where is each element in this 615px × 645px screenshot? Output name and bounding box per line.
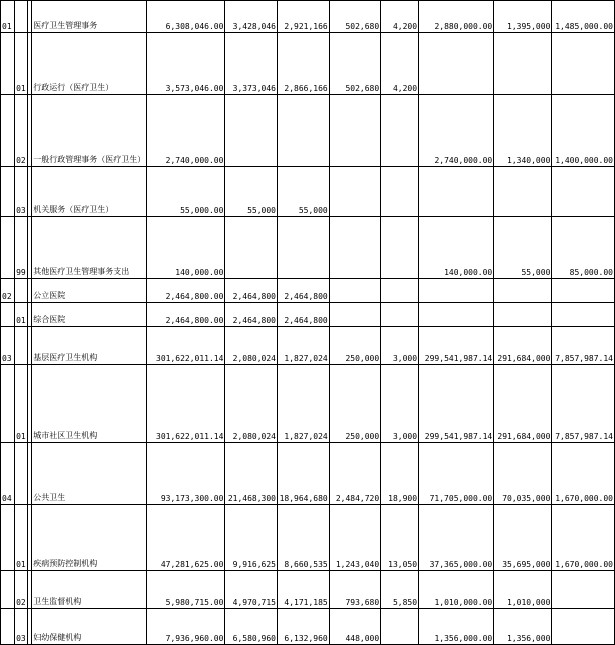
project-total-cell: 71,705,000.00: [419, 443, 494, 505]
code-cell: [1, 33, 15, 95]
other-basic-cell: [381, 167, 419, 217]
item-name-cell: 公立医院: [32, 279, 147, 303]
project-total-cell: 140,000.00: [419, 217, 494, 279]
public-cell: [329, 167, 380, 217]
public-cell: 1,243,040: [329, 505, 380, 571]
project-total-cell: [419, 33, 494, 95]
code-cell: 01: [15, 303, 28, 327]
other-basic-cell: 3,000: [381, 327, 419, 365]
code-cell: [1, 505, 15, 571]
basic-total-cell: 21,468,300: [225, 443, 278, 505]
project-total-cell: 1,010,000.00: [419, 571, 494, 609]
item-name-cell: 一般行政管理事务（医疗卫生）: [32, 95, 147, 167]
project-total-cell: [419, 167, 494, 217]
personnel-cell: 2,464,800: [277, 279, 329, 303]
project-b-cell: [552, 33, 615, 95]
total-cell: 47,281,625.00: [147, 505, 225, 571]
code-cell: [1, 571, 15, 609]
item-name-cell: 行政运行（医疗卫生）: [32, 33, 147, 95]
code-cell: [1, 365, 15, 443]
public-cell: 793,680: [329, 571, 380, 609]
code-cell: [1, 609, 15, 645]
total-cell: 2,464,800.00: [147, 279, 225, 303]
total-cell: 140,000.00: [147, 217, 225, 279]
public-cell: [329, 95, 380, 167]
project-a-cell: 35,695,000: [494, 505, 552, 571]
project-b-cell: [552, 279, 615, 303]
table-row: [1, 609, 615, 645]
public-cell: 2,484,720: [329, 443, 380, 505]
personnel-cell: [277, 95, 329, 167]
project-total-cell: [419, 303, 494, 327]
project-a-cell: 1,340,000: [494, 95, 552, 167]
table-row: [1, 33, 615, 95]
total-cell: 301,622,011.14: [147, 365, 225, 443]
table-row: [1, 505, 615, 571]
code-cell: 03: [15, 167, 28, 217]
code-cell: 01: [1, 1, 15, 33]
item-name-cell: 基层医疗卫生机构: [32, 327, 147, 365]
code-cell: 01: [15, 365, 28, 443]
total-cell: 55,000.00: [147, 167, 225, 217]
basic-total-cell: 2,464,800: [225, 279, 278, 303]
item-name-cell: 城市社区卫生机构: [32, 365, 147, 443]
personnel-cell: 55,000: [277, 167, 329, 217]
other-basic-cell: 4,200: [381, 1, 419, 33]
basic-total-cell: 4,970,715: [225, 571, 278, 609]
public-cell: 250,000: [329, 327, 380, 365]
project-a-cell: 1,395,000: [494, 1, 552, 33]
other-basic-cell: [381, 95, 419, 167]
code-cell: [15, 1, 28, 33]
basic-total-cell: 55,000: [225, 167, 278, 217]
item-name-cell: 综合医院: [32, 303, 147, 327]
basic-total-cell: 3,373,046: [225, 33, 278, 95]
personnel-cell: 4,171,185: [277, 571, 329, 609]
project-a-cell: 1,010,000: [494, 571, 552, 609]
item-name-cell: 机关服务（医疗卫生）: [32, 167, 147, 217]
project-a-cell: [494, 33, 552, 95]
personnel-cell: 2,921,166: [277, 1, 329, 33]
item-name-cell: 卫生监督机构: [32, 571, 147, 609]
table-row: [1, 571, 615, 609]
personnel-cell: 18,964,680: [277, 443, 329, 505]
project-b-cell: [552, 303, 615, 327]
public-cell: [329, 303, 380, 327]
code-cell: 03: [1, 327, 15, 365]
basic-total-cell: 3,428,046: [225, 1, 278, 33]
table-row: [1, 1, 615, 33]
public-cell: [329, 217, 380, 279]
item-name-cell: 疾病预防控制机构: [32, 505, 147, 571]
total-cell: 6,308,046.00: [147, 1, 225, 33]
public-cell: 502,680: [329, 33, 380, 95]
code-cell: 02: [15, 571, 28, 609]
code-cell: 02: [15, 95, 28, 167]
personnel-cell: 2,866,166: [277, 33, 329, 95]
item-name-cell: 妇幼保健机构: [32, 609, 147, 645]
basic-total-cell: 2,464,800: [225, 303, 278, 327]
basic-total-cell: 9,916,625: [225, 505, 278, 571]
project-a-cell: 70,035,000: [494, 443, 552, 505]
other-basic-cell: 5,850: [381, 571, 419, 609]
other-basic-cell: 13,050: [381, 505, 419, 571]
basic-total-cell: [225, 217, 278, 279]
project-a-cell: 291,684,000: [494, 365, 552, 443]
code-cell: 04: [1, 443, 15, 505]
project-b-cell: 1,670,000.00: [552, 443, 615, 505]
table-row: [1, 443, 615, 505]
code-cell: [1, 95, 15, 167]
project-b-cell: [552, 609, 615, 645]
public-cell: 502,680: [329, 1, 380, 33]
other-basic-cell: 3,000: [381, 365, 419, 443]
project-total-cell: 2,740,000.00: [419, 95, 494, 167]
project-a-cell: [494, 279, 552, 303]
public-cell: 448,000: [329, 609, 380, 645]
total-cell: 3,573,046.00: [147, 33, 225, 95]
public-cell: [329, 279, 380, 303]
other-basic-cell: [381, 303, 419, 327]
code-cell: 01: [15, 505, 28, 571]
total-cell: 93,173,300.00: [147, 443, 225, 505]
table-row: [1, 327, 615, 365]
project-total-cell: 37,365,000.00: [419, 505, 494, 571]
code-cell: [1, 303, 15, 327]
table-row: [1, 279, 615, 303]
code-cell: [15, 279, 28, 303]
code-cell: [15, 327, 28, 365]
other-basic-cell: [381, 279, 419, 303]
code-cell: 03: [15, 609, 28, 645]
project-total-cell: 1,356,000.00: [419, 609, 494, 645]
item-name-cell: 其他医疗卫生管理事务支出: [32, 217, 147, 279]
project-total-cell: 299,541,987.14: [419, 327, 494, 365]
item-name-cell: 公共卫生: [32, 443, 147, 505]
code-cell: [1, 217, 15, 279]
project-a-cell: 55,000: [494, 217, 552, 279]
total-cell: 2,740,000.00: [147, 95, 225, 167]
basic-total-cell: 6,580,960: [225, 609, 278, 645]
personnel-cell: [277, 217, 329, 279]
total-cell: 5,980,715.00: [147, 571, 225, 609]
total-cell: 2,464,800.00: [147, 303, 225, 327]
personnel-cell: 8,660,535: [277, 505, 329, 571]
project-b-cell: 85,000.00: [552, 217, 615, 279]
basic-total-cell: 2,080,024: [225, 365, 278, 443]
table-row: [1, 167, 615, 217]
table-row: [1, 365, 615, 443]
other-basic-cell: [381, 217, 419, 279]
code-cell: 01: [15, 33, 28, 95]
project-b-cell: 1,400,000.00: [552, 95, 615, 167]
personnel-cell: 1,827,024: [277, 365, 329, 443]
project-b-cell: 1,485,000.00: [552, 1, 615, 33]
total-cell: 7,936,960.00: [147, 609, 225, 645]
code-cell: 02: [1, 279, 15, 303]
item-name-cell: 医疗卫生管理事务: [32, 1, 147, 33]
project-total-cell: [419, 279, 494, 303]
table-row: [1, 303, 615, 327]
other-basic-cell: 4,200: [381, 33, 419, 95]
basic-total-cell: 2,080,024: [225, 327, 278, 365]
personnel-cell: 1,827,024: [277, 327, 329, 365]
code-cell: [15, 443, 28, 505]
personnel-cell: 6,132,960: [277, 609, 329, 645]
basic-total-cell: [225, 95, 278, 167]
project-b-cell: [552, 167, 615, 217]
project-b-cell: 1,670,000.00: [552, 505, 615, 571]
project-b-cell: [552, 571, 615, 609]
code-cell: [1, 167, 15, 217]
project-a-cell: 1,356,000: [494, 609, 552, 645]
project-a-cell: [494, 303, 552, 327]
other-basic-cell: 18,900: [381, 443, 419, 505]
other-basic-cell: [381, 609, 419, 645]
personnel-cell: 2,464,800: [277, 303, 329, 327]
project-a-cell: [494, 167, 552, 217]
code-cell: 99: [15, 217, 28, 279]
project-b-cell: 7,857,987.14: [552, 327, 615, 365]
table-row: [1, 217, 615, 279]
table-body: [1, 1, 615, 645]
public-cell: 250,000: [329, 365, 380, 443]
total-cell: 301,622,011.14: [147, 327, 225, 365]
project-total-cell: 299,541,987.14: [419, 365, 494, 443]
project-total-cell: 2,880,000.00: [419, 1, 494, 33]
project-a-cell: 291,684,000: [494, 327, 552, 365]
project-b-cell: 7,857,987.14: [552, 365, 615, 443]
table-row: [1, 95, 615, 167]
